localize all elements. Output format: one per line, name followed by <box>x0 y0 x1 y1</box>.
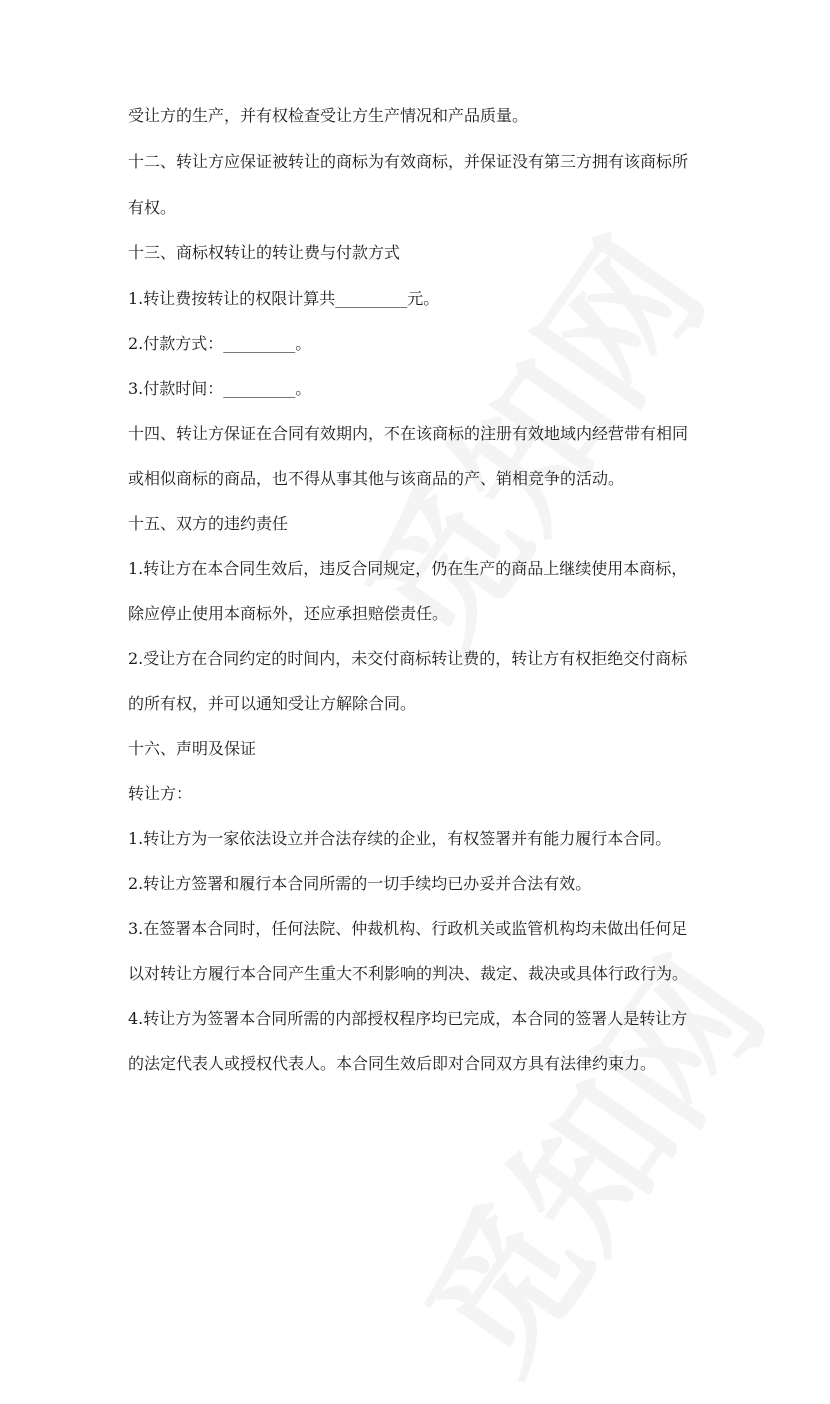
text-line: 的法定代表人或授权代表人。本合同生效后即对合同双方具有法律约束力。 <box>128 1054 657 1073</box>
text-line: 2.受让方在合同约定的时间内，未交付商标转让费的，转让方有权拒绝交付商标 <box>128 649 688 668</box>
text-line: 十二、转让方应保证被转让的商标为有效商标，并保证没有第三方拥有该商标所 <box>128 152 689 171</box>
text-line: 转让方： <box>128 784 193 803</box>
text-line: 十四、转让方保证在合同有效期内，不在该商标的注册有效地域内经营带有相同 <box>128 424 689 443</box>
text-line: 1.转让方在本合同生效后，违反合同规定，仍在生产的商品上继续使用本商标， <box>128 559 688 578</box>
text-line: 的所有权，并可以通知受让方解除合同。 <box>128 694 417 713</box>
text-line: 或相似商标的商品，也不得从事其他与该商品的产、销相竞争的活动。 <box>128 469 625 488</box>
text-line: 十五、双方的违约责任 <box>128 514 289 533</box>
text-line: 2.转让方签署和履行本合同所需的一切手续均已办妥并合法有效。 <box>128 874 592 893</box>
text-line: 有权。 <box>128 198 177 217</box>
watermark-bottom <box>367 912 802 1404</box>
text-line: 3.付款时间：_________。 <box>128 379 312 398</box>
text-line: 受让方的生产，并有权检查受让方生产情况和产品质量。 <box>128 106 529 125</box>
text-line: 2.付款方式：_________。 <box>128 334 312 353</box>
text-line: 十六、声明及保证 <box>128 739 257 758</box>
text-line: 1.转让费按转让的权限计算共_________元。 <box>128 289 440 308</box>
text-line: 1.转让方为一家依法设立并合法存续的企业，有权签署并有能力履行本合同。 <box>128 829 672 848</box>
text-line: 以对转让方履行本合同产生重大不利影响的判决、裁定、裁决或具体行政行为。 <box>128 964 689 983</box>
text-line: 4.转让方为签署本合同所需的内部授权程序均已完成，本合同的签署人是转让方 <box>128 1009 688 1028</box>
text-line: 十三、商标权转让的转让费与付款方式 <box>128 243 401 262</box>
text-line: 3.在签署本合同时，任何法院、仲裁机构、行政机关或监管机构均未做出任何足 <box>128 919 688 938</box>
text-line: 除应停止使用本商标外，还应承担赔偿责任。 <box>128 604 449 623</box>
